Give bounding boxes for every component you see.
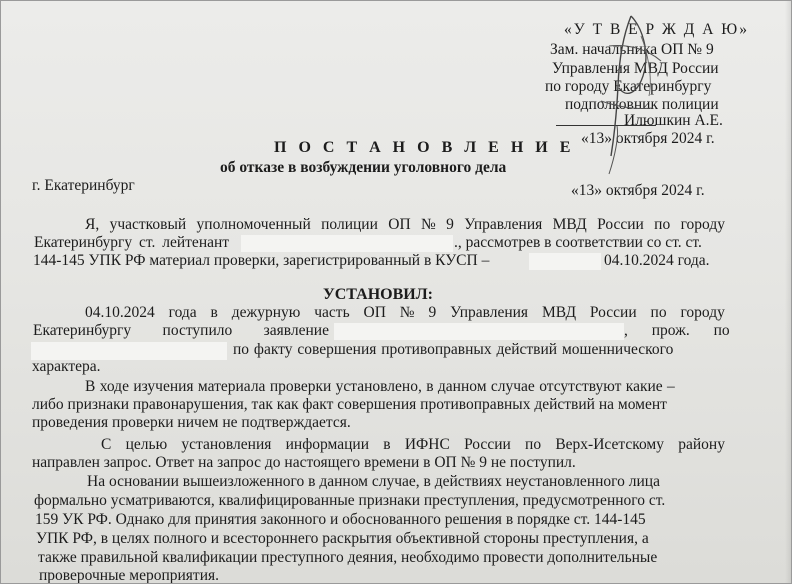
approval-rank: подполковник полиции bbox=[565, 96, 719, 113]
page-edge-shadow bbox=[785, 1, 791, 584]
handwritten-signature bbox=[571, 6, 691, 181]
word: Управления bbox=[450, 304, 529, 321]
p1-line-2-left bbox=[33, 322, 329, 340]
word: по bbox=[654, 216, 671, 233]
p1-line-1 bbox=[85, 304, 725, 322]
word: полиции bbox=[321, 216, 378, 233]
word: России bbox=[464, 436, 511, 453]
word: целью bbox=[125, 436, 168, 453]
p4-line-1: На основании вышеизложенного в данном случае, в действиях неустановленного лица bbox=[87, 473, 660, 490]
p4-line-4: УПК РФ, в целях полного и всестороннего раскрытия объективной стороны преступления, а bbox=[36, 530, 649, 547]
p4-line-5: также правильной квалификации преступного деяния, необходимо провести дополнительные bbox=[38, 549, 658, 566]
word: России bbox=[597, 216, 644, 233]
word: в bbox=[383, 436, 391, 453]
p2-line-1: В ходе изучения материала проверки установлено, в данном случае отсутствуют какие – bbox=[85, 378, 675, 395]
approval-date: «13» октября 2024 г. bbox=[581, 130, 715, 147]
word: уполномоченный bbox=[196, 216, 311, 233]
p1-line-3: по факту совершения противоправных действий мошеннического bbox=[233, 341, 674, 358]
word: по bbox=[650, 304, 667, 321]
document-subtitle: об отказе в возбуждении уголовного дела bbox=[220, 159, 507, 176]
intro-line-3-right: 04.10.2024 года. bbox=[604, 252, 710, 269]
word: району bbox=[678, 436, 725, 453]
intro-line-3-left: 144-145 УПК РФ материал проверки, зарегистрированный в КУСП – bbox=[33, 252, 490, 269]
document-city: г. Екатеринбург bbox=[32, 177, 135, 194]
word: по bbox=[525, 436, 542, 453]
word: Екатеринбургу bbox=[33, 322, 132, 339]
redacted-applicant bbox=[334, 323, 624, 340]
word: городу bbox=[680, 304, 725, 321]
word: в bbox=[210, 304, 218, 321]
approval-title: «У Т В Е Р Ж Д А Ю» bbox=[564, 21, 749, 38]
document-date: «13» октября 2024 г. bbox=[571, 182, 705, 199]
word: установления bbox=[181, 436, 272, 453]
word: часть bbox=[314, 304, 350, 321]
intro-line-2-left: Екатеринбургу ст. лейтенант bbox=[34, 234, 230, 251]
word: городу bbox=[680, 216, 725, 233]
p3-line-1 bbox=[101, 436, 725, 454]
p4-line-3: 159 УК РФ. Однако для принятия законного и обоснованного решения в порядке ст. 144-145 bbox=[35, 511, 646, 528]
intro-line-1 bbox=[85, 216, 725, 234]
word: № bbox=[421, 216, 436, 233]
p4-line-6: проверочные мероприятия. bbox=[39, 567, 219, 584]
p2-line-3: проведения проверки ничем не подтверждается. bbox=[32, 414, 351, 431]
approval-name: Илюшкин А.Е. bbox=[624, 112, 723, 129]
approval-department: Управления МВД России bbox=[552, 60, 719, 77]
intro-line-2-right: ., рассмотрев в соответствии со ст. ст. bbox=[454, 234, 702, 251]
word: Управления bbox=[464, 216, 543, 233]
word: ИФНС bbox=[404, 436, 450, 453]
word: 9 bbox=[446, 216, 454, 233]
approval-city: по городу Екатеринбургу bbox=[545, 78, 712, 95]
p4-line-2: формально усматриваются, квалифицированные признаки преступления, предусмотренного ст. bbox=[34, 492, 666, 509]
word: информации bbox=[285, 436, 369, 453]
word: дежурную bbox=[231, 304, 301, 321]
word: МВД bbox=[541, 304, 577, 321]
word: 9 bbox=[428, 304, 437, 321]
word: заявление bbox=[263, 322, 329, 339]
word: поступило bbox=[162, 322, 233, 339]
word: № bbox=[399, 304, 415, 321]
p1-line-4: характера. bbox=[32, 358, 101, 375]
word: ОП bbox=[363, 304, 386, 321]
p2-line-2: либо признаки правонарушения, так как факт совершения противоправных действий на момент bbox=[32, 396, 667, 413]
redacted-kusp-number bbox=[529, 253, 601, 270]
approval-position: Зам. начальника ОП № 9 bbox=[550, 41, 714, 58]
word: участковый bbox=[109, 216, 187, 233]
p1-line-2-right: , прож. по bbox=[624, 322, 730, 339]
word: ОП bbox=[388, 216, 411, 233]
word: Я, bbox=[85, 216, 100, 233]
word: Верх-Исетскому bbox=[555, 436, 664, 453]
word: 04.10.2024 bbox=[85, 304, 155, 321]
document-title: П О С Т А Н О В Л Е Н И Е bbox=[274, 139, 575, 156]
word: МВД bbox=[552, 216, 587, 233]
p3-line-2: направлен запрос. Ответ на запрос до настоящего времени в ОП № 9 не поступил. bbox=[32, 454, 576, 471]
word: С bbox=[101, 436, 112, 453]
established-heading: УСТАНОВИЛ: bbox=[323, 286, 433, 303]
word: года bbox=[168, 304, 197, 321]
redacted-name bbox=[241, 235, 453, 252]
word: России bbox=[589, 304, 637, 321]
